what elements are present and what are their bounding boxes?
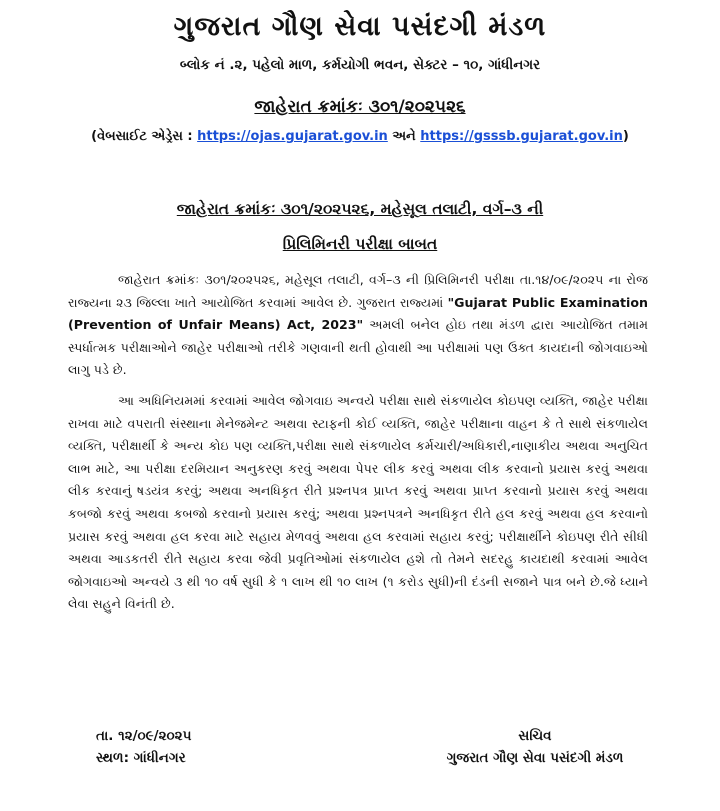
org-address: બ્લોક નં .૨, પહેલો માળ, કર્મયોગી ભવન, સેક્ટર – ૧૦, ગાંધીનગર bbox=[179, 57, 541, 73]
para1-text-end: અમલી બનેલ હોઇ તથા મંડળ દ્વારા આયોજિત તમામ સ્પર્ધાત્મક પરીક્ષાઓને જાહેર પરીક્ષાઓ તરીકે ગણવાની થતી હોવાથી આ પરીક્ષામાં પણ ઉક્ત કાયદાની જોગવાઇઓ લાગુ પડે છે. bbox=[68, 317, 648, 378]
footer-designation: સચિવ bbox=[518, 728, 552, 744]
advertisement-number-text: જાહેરાત ક્રમાંકઃ ૩૦૧/૨૦૨૫૨૬ bbox=[254, 97, 466, 117]
advertisement-number bbox=[40, 96, 680, 118]
website-suffix: ) bbox=[622, 129, 629, 144]
footer-left bbox=[96, 725, 191, 769]
footer-org: ગુજરાત ગૌણ સેવા પસંદગી મંડળ bbox=[446, 750, 624, 766]
website-joiner: અને bbox=[387, 129, 421, 144]
act-name: "Gujarat Public Examination (Prevention of Unfair Means) Act, 2023" bbox=[68, 294, 648, 333]
subject-subtitle-text: પ્રિલિમિનરી પરીક્ષા બાબત bbox=[282, 235, 438, 253]
ojas-website-link[interactable]: https://ojas.gujarat.gov.in bbox=[197, 129, 388, 144]
body-paragraph-1 bbox=[40, 269, 680, 382]
website-prefix: (વેબસાઈટ એડ્રેસ : bbox=[91, 129, 198, 144]
website-line bbox=[40, 128, 680, 146]
footer-right bbox=[430, 725, 640, 769]
subject-subtitle bbox=[40, 233, 680, 255]
para2-text: આ અધિનિયમમાં કરવામાં આવેલ જોગવાઇ અન્વયે પરીક્ષા સાથે સંકળાયેલ કોઇપણ વ્યક્તિ, જાહેર પરીક્ષા રાખવા માટે વપરાતી સંસ્થાના મેનેજમેન્ટ અથવા સ્ટાફની કોઈ વ્યક્તિ, જાહેર પરીક્ષાના વાહન કે તે સાથે સંકળાયેલ વ્યક્તિ, પરીક્ષાર્થી કે અન્ય કોઇ પણ વ્યક્તિ,પરીક્ષા સાથે સંકળાયેલ કર્મચારી/અધિકારી,નાણાકીય અથવા અનુચિત લાભ માટે, આ પરીક્ષા દરમિયાન અનુકરણ કરવું અથવા પેપર લીક કરવું અથવા લીક કરવાનો પ્રયાસ કરવું અથવા લીક કરવાનું ષડયંત્ર કરવું; અથવા અનધિકૃત રીતે પ્રશ્નપત્ર પ્રાપ્ત કરવું અથવા પ્રાપ્ત કરવાનો પ્રયાસ કરવું અથવા કબજો કરવું અથવા કબજો કરવાનો પ્રયાસ કરવું; અથવા પ્રશ્નપત્રને અનધિકૃત રીતે હલ કરવું અથવા હલ કરવાનો પ્રયાસ કરવું અથવા હલ કરવા માટે સહાય મેળવવું અથવા હલ કરવામાં સહાય કરવું; પરીક્ષાર્થીને કોઇપણ રીતે સીધી અથવા આડકતરી રીતે સહાય કરવા જેવી પ્રવૃતિઓમાં સંકળાયેલ હશે તો તેમને સદરહુ કાયદાથી કરવામાં આવેલ જોગવાઇઓ અન્વયે ૩ થી ૧૦ વર્ષ સુધી કે ૧ લાખ થી ૧૦ લાખ (૧ કરોડ સુધી)ની દંડની સજાને પાત્ર બને છે.જે ધ્યાને લેવા સહુને વિનંતી છે. bbox=[68, 392, 648, 612]
footer-date: તા. ૧૨/૦૯/૨૦૨૫ bbox=[96, 728, 192, 744]
body-paragraph-2 bbox=[40, 390, 680, 616]
footer-place: સ્થળ: ગાંધીનગર bbox=[96, 750, 186, 766]
subject-line bbox=[40, 198, 680, 220]
subject-line-text: જાહેરાત ક્રમાંકઃ ૩૦૧/૨૦૨૫૨૬, મહેસૂલ તલાટી, વર્ગ–૩ ની bbox=[176, 200, 544, 218]
para1-text-start: જાહેરાત ક્રમાંકઃ ૩૦૧/૨૦૨૫૨૬, મહેસૂલ તલાટી, વર્ગ–૩ ની પ્રિલિમિનરી પરીક્ષા તા.૧૪/૦૯/૨૦૨૫ ના રોજ રાજ્યના ૨૩ જિલ્લા ખાતે આયોજિત કરવામાં આવેલ છે. ગુજરાત રાજ્યમાં bbox=[68, 272, 648, 310]
org-title: ગુજરાત ગૌણ સેવા પસંદગી મંડળ bbox=[173, 11, 547, 42]
gsssb-website-link[interactable]: https://gsssb.gujarat.gov.in bbox=[420, 129, 623, 144]
